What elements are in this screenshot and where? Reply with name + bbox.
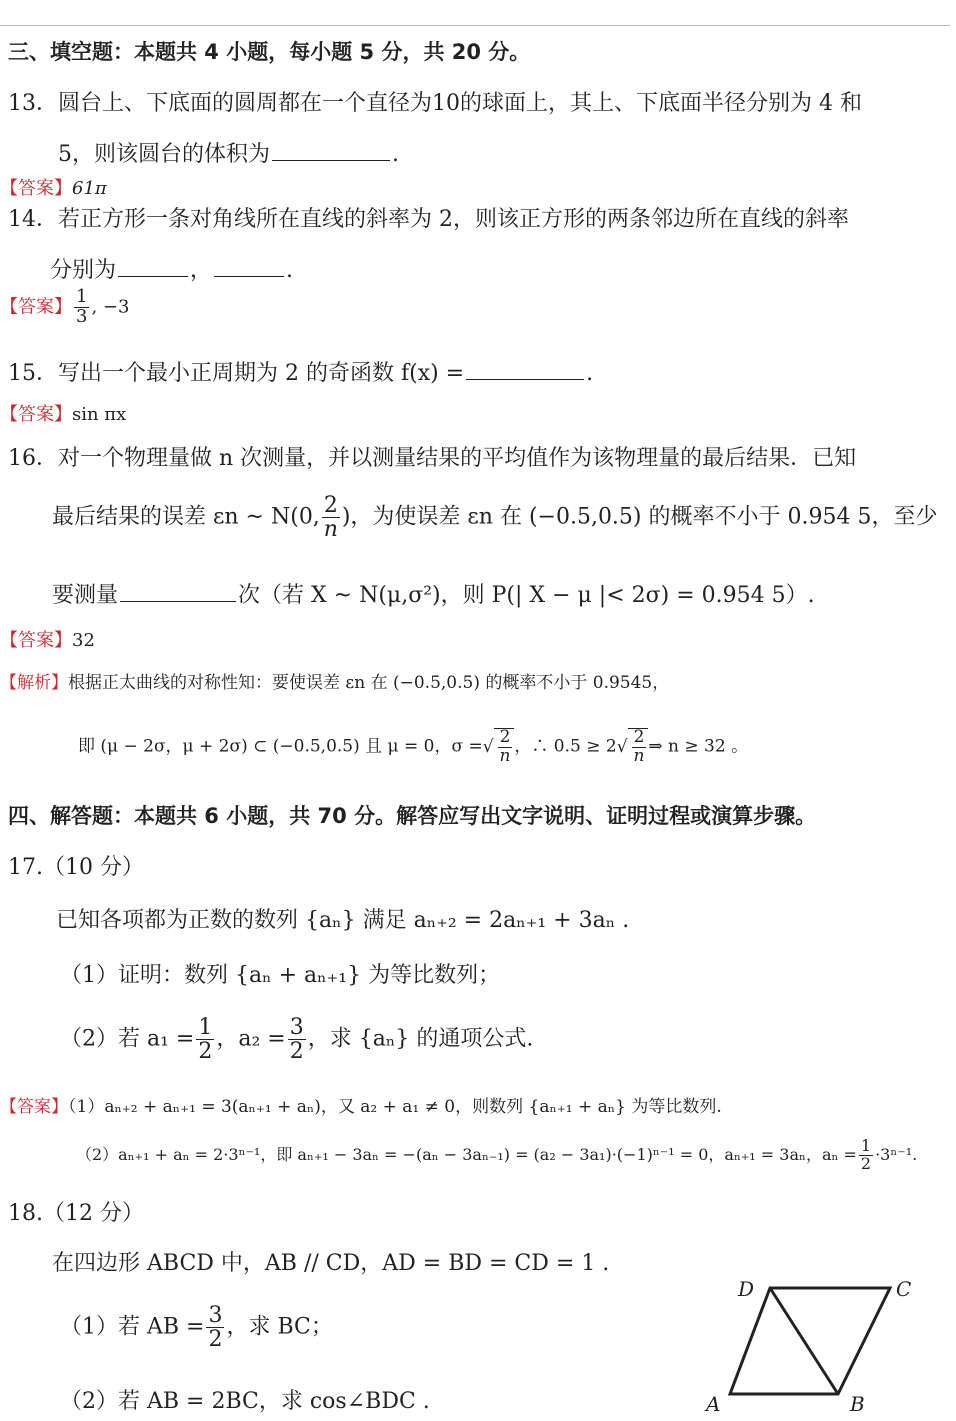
quadrilateral-figure: [700, 1274, 930, 1419]
q13-answer: 【答案】61π: [0, 178, 107, 199]
fraction: $\frac{1}{3}$: [76, 286, 88, 327]
label-c: C: [896, 1277, 912, 1301]
q17-part1: （1）证明：数列 {aₙ + aₙ₊₁} 为等比数列；: [60, 963, 501, 988]
q14-answer: 【答案】 $\frac{1}{3}$ , −3: [0, 286, 130, 327]
q13-line1: 13．圆台上、下底面的圆周都在一个直径为10的球面上，其上、下底面半径分别为 4 和: [8, 91, 862, 116]
section-3-title: 三、填空题：本题共 4 小题，每小题 5 分，共 20 分。: [8, 40, 531, 64]
q15-answer: 【答案】sin πx: [0, 404, 127, 425]
diagonal-bd: [770, 1288, 838, 1394]
q17-header: 17.（10 分）: [8, 855, 144, 880]
section-4-title: 四、解答题：本题共 6 小题，共 70 分。解答应写出文字说明、证明过程或演算步骤。: [8, 804, 817, 828]
q18-part1: （1）若 AB = $\frac{3}{2}$ ，求 BC；: [60, 1303, 333, 1353]
top-divider: [0, 25, 950, 26]
q16-line1: 16．对一个物理量做 n 次测量，并以测量结果的平均值作为该物理量的最后结果．已知: [8, 446, 857, 471]
q17-stem: 已知各项都为正数的数列 {aₙ} 满足 aₙ₊₂ = 2aₙ₊₁ + 3aₙ .: [56, 908, 630, 933]
quadrilateral-abcd: [730, 1288, 890, 1394]
q17-answer-2: （2）aₙ₊₁ + aₙ = 2·3ⁿ⁻¹，即 aₙ₊₁ − 3aₙ = −(aₙ − 3aₙ₋₁) = (a₂ − 3a₁)·(−1)ⁿ⁻¹ = 0，aₙ₊₁ = 3aₙ，aₙ = $\frac{1}{2}$ ·3ⁿ⁻¹.: [76, 1136, 918, 1173]
q17-part2: （2）若 a₁ = $\frac{1}{2}$ ，a₂ = $\frac{3}{2}$ ，求 {aₙ} 的通项公式.: [60, 1015, 534, 1065]
q16-analysis-line2: 即 (μ − 2σ，μ + 2σ) ⊂ (−0.5,0.5) 且 μ = 0，σ =√ $\frac{2}{n}$ ，∴ 0.5 ≥ 2√ $\frac{2}{n}$ ⇒ n ≥ 32 。: [78, 727, 749, 766]
label-a: A: [706, 1392, 721, 1416]
q16-line3: 要测量 次（若 X ~ N(μ,σ²)，则 P(| X − μ |< 2σ) = 0.954 5）.: [52, 583, 815, 608]
q14-line1: 14．若正方形一条对角线所在直线的斜率为 2，则该正方形的两条邻边所在直线的斜率: [8, 207, 849, 232]
q16-line2: 最后结果的误差 εn ~ N(0, $\frac{2}{n}$)，为使误差 εn 在 (−0.5,0.5) 的概率不小于 0.954 5，至少: [52, 493, 938, 543]
q14-line2: 分别为 ， .: [50, 258, 294, 283]
label-d: D: [738, 1277, 755, 1301]
q15-line1: 15．写出一个最小正周期为 2 的奇函数 f(x) = .: [8, 361, 594, 386]
q13-answer-blank: [272, 140, 390, 161]
label-b: B: [850, 1392, 865, 1416]
q18-stem: 在四边形 ABCD 中，AB // CD，AD = BD = CD = 1 .: [52, 1251, 610, 1276]
q16-answer: 【答案】32: [0, 630, 95, 651]
q16-analysis-line1: 【解析】根据正太曲线的对称性知：要使误差 εn 在 (−0.5,0.5) 的概率不小于 0.9545，: [0, 673, 670, 693]
q13-line2: 5，则该圆台的体积为 .: [58, 142, 399, 167]
q18-part2: （2）若 AB = 2BC，求 cos∠BDC .: [60, 1389, 430, 1414]
q18-header: 18.（12 分）: [8, 1201, 144, 1226]
q17-answer-1: 【答案】（1）aₙ₊₂ + aₙ₊₁ = 3(aₙ₊₁ + aₙ)，又 a₂ + a₁ ≠ 0，则数列 {aₙ₊₁ + aₙ} 为等比数列.: [0, 1097, 722, 1117]
